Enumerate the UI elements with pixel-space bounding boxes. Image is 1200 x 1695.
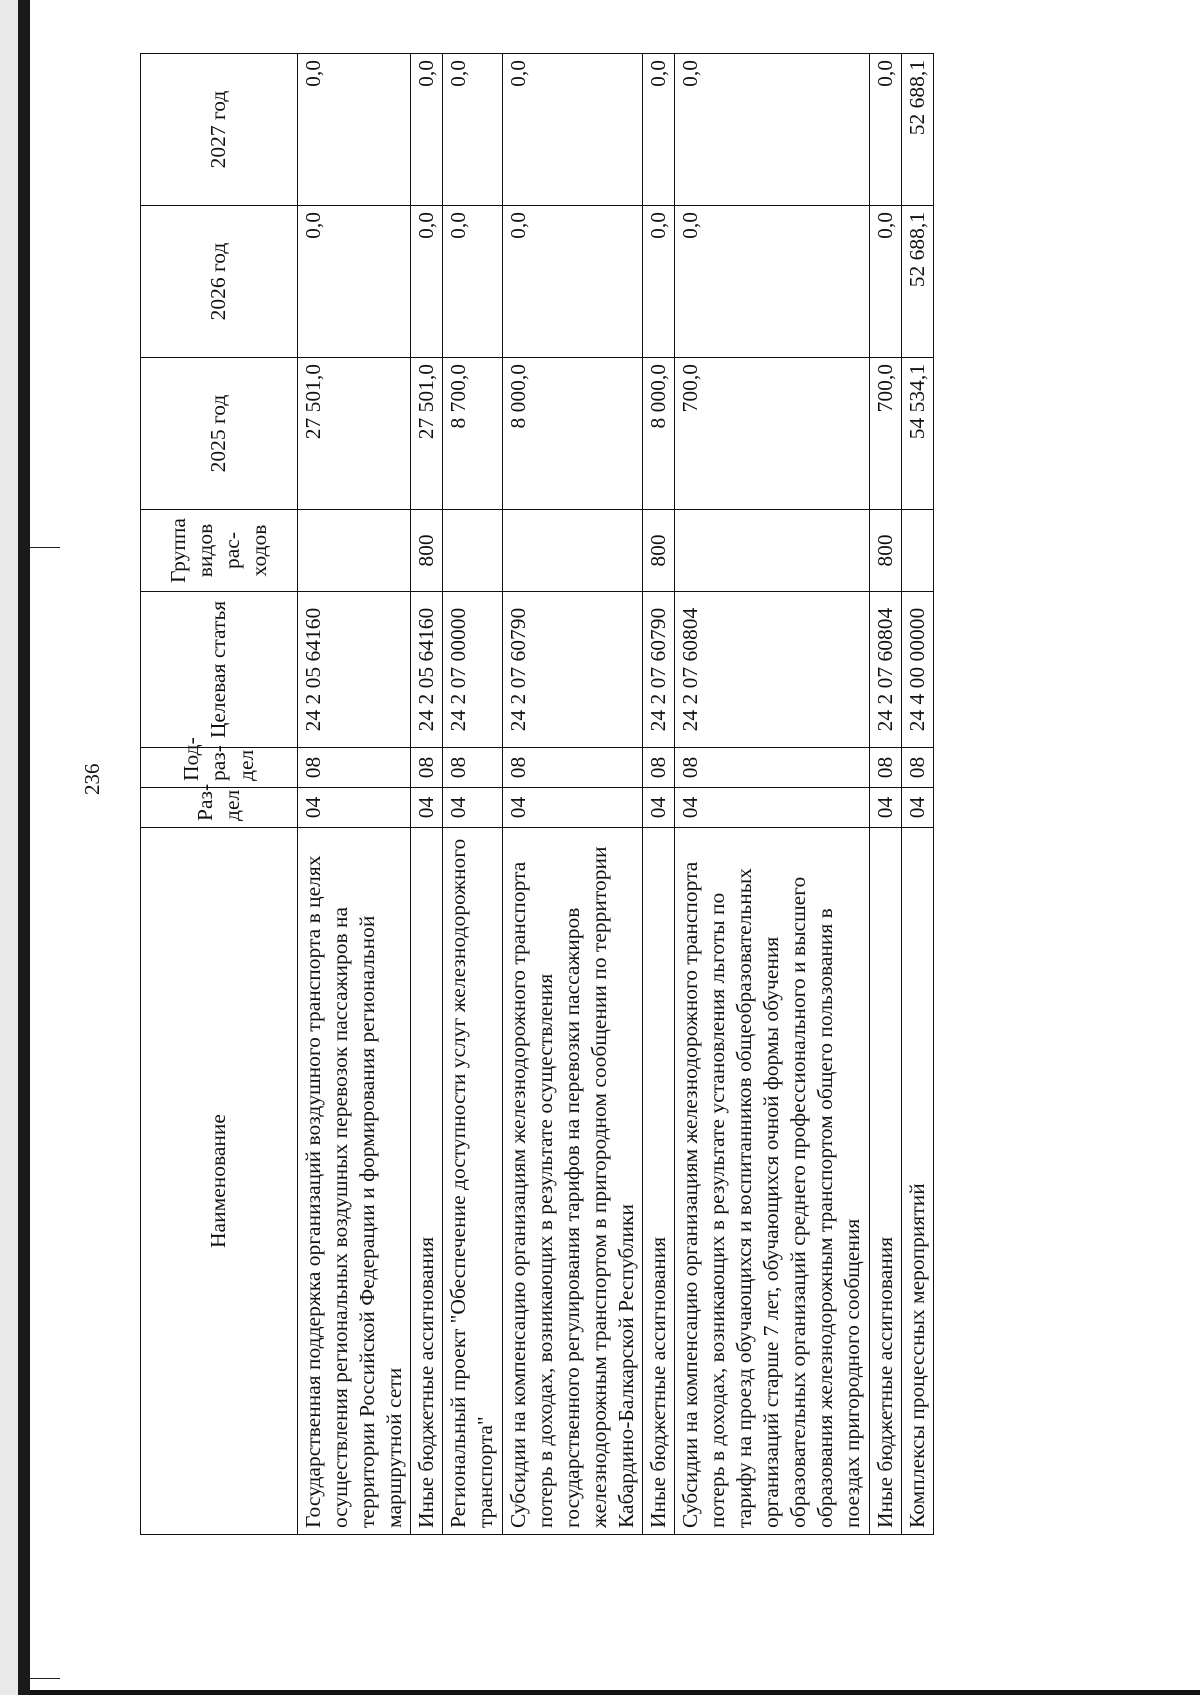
crop-mark [28, 547, 60, 548]
cell-article: 24 2 07 60804 [869, 592, 901, 748]
cell-2026: 0,0 [443, 206, 502, 358]
budget-table [140, 53, 934, 1535]
cell-2025: 700,0 [869, 358, 901, 510]
header-name: Наименование [141, 828, 298, 1535]
cell-2027: 0,0 [642, 54, 674, 206]
cell-article: 24 2 05 64160 [298, 592, 411, 748]
header-expense-group: Группа видов рас-ходов [141, 510, 298, 592]
cell-2025: 27 501,0 [298, 358, 411, 510]
table-row [502, 54, 642, 1535]
cell-name: Государственная поддержка организаций воздушного транспорта в целях осуществления региональных воздушных перевозок пассажиров на территории Российской Федерации и формирования региональной маршрутной сети [298, 828, 411, 1535]
table-row [642, 54, 674, 1535]
cell-2025: 700,0 [675, 358, 870, 510]
cell-2027: 0,0 [298, 54, 411, 206]
cell-subsection: 08 [869, 748, 901, 788]
cell-2026: 0,0 [642, 206, 674, 358]
cell-2026: 0,0 [869, 206, 901, 358]
page-number: 236 [80, 763, 104, 795]
cell-2026: 0,0 [411, 206, 443, 358]
cell-article: 24 2 07 00000 [443, 592, 502, 748]
cell-subsection: 08 [642, 748, 674, 788]
table-row [411, 54, 443, 1535]
cell-2026: 0,0 [502, 206, 642, 358]
cell-name: Региональный проект "Обеспечение доступности услуг железнодорожного транспорта" [443, 828, 502, 1535]
cell-article: 24 2 07 60804 [675, 592, 870, 748]
cell-2027: 0,0 [675, 54, 870, 206]
cell-2025: 8 000,0 [502, 358, 642, 510]
cell-subsection: 08 [443, 748, 502, 788]
cell-section: 04 [443, 788, 502, 828]
cell-group: 800 [869, 510, 901, 592]
cell-2027: 0,0 [869, 54, 901, 206]
cell-article: 24 2 07 60790 [502, 592, 642, 748]
cell-subsection: 08 [502, 748, 642, 788]
cell-name: Субсидии на компенсацию организациям железнодорожного транспорта потерь в доходах, возникающих в результате осуществления государственного регулирования тарифов на перевозки пассажиров железнодорожным транспортом в пригородном сообщении по территории Кабардино-Балкарской Республики [502, 828, 642, 1535]
cell-section: 04 [411, 788, 443, 828]
cell-name: Иные бюджетные ассигнования [411, 828, 443, 1535]
cell-name: Комплексы процессных мероприятий [901, 828, 933, 1535]
cell-group [901, 510, 933, 592]
cell-section: 04 [502, 788, 642, 828]
cell-subsection: 08 [411, 748, 443, 788]
cell-2027: 0,0 [502, 54, 642, 206]
cell-2025: 54 534,1 [901, 358, 933, 510]
cell-section: 04 [642, 788, 674, 828]
cell-article: 24 2 07 60790 [642, 592, 674, 748]
cell-2025: 8 000,0 [642, 358, 674, 510]
table-header-row [141, 54, 298, 1535]
table-row [443, 54, 502, 1535]
cell-group: 800 [642, 510, 674, 592]
cell-2027: 52 688,1 [901, 54, 933, 206]
rotated-table-container [140, 54, 1070, 1535]
cell-2025: 8 700,0 [443, 358, 502, 510]
header-section: Раз-дел [141, 788, 298, 828]
cell-group [502, 510, 642, 592]
cell-name: Иные бюджетные ассигнования [869, 828, 901, 1535]
header-year-2026: 2026 год [141, 206, 298, 358]
cell-2027: 0,0 [411, 54, 443, 206]
cell-subsection: 08 [901, 748, 933, 788]
header-year-2027: 2027 год [141, 54, 298, 206]
cell-section: 04 [675, 788, 870, 828]
cell-name: Субсидии на компенсацию организациям железнодорожного транспорта потерь в доходах, возникающих в результате установления льготы по тарифу на проезд обучающихся и воспитанников общеобразовательных организаций старше 7 лет, обучающихся очной формы обучения образовательных организаций среднего профессионального и высшего образования железнодорожным транспортом общего пользования в поездах пригородного сообщения [675, 828, 870, 1535]
table-row [869, 54, 901, 1535]
cell-subsection: 08 [675, 748, 870, 788]
cell-2026: 0,0 [675, 206, 870, 358]
cell-group [298, 510, 411, 592]
cell-section: 04 [298, 788, 411, 828]
table-row [298, 54, 411, 1535]
cell-group [443, 510, 502, 592]
cell-article: 24 4 00 00000 [901, 592, 933, 748]
crop-mark [28, 1678, 60, 1679]
header-target-article: Целевая статья [141, 592, 298, 748]
header-year-2025: 2025 год [141, 358, 298, 510]
cell-section: 04 [869, 788, 901, 828]
cell-2025: 27 501,0 [411, 358, 443, 510]
scan-bottom-edge [30, 1690, 1200, 1695]
cell-group [675, 510, 870, 592]
table-row [901, 54, 933, 1535]
cell-group: 800 [411, 510, 443, 592]
scan-left-edge [0, 0, 30, 1695]
cell-name: Иные бюджетные ассигнования [642, 828, 674, 1535]
table-row [675, 54, 870, 1535]
cell-subsection: 08 [298, 748, 411, 788]
cell-2026: 0,0 [298, 206, 411, 358]
header-subsection: Под-раз-дел [141, 748, 298, 788]
cell-section: 04 [901, 788, 933, 828]
cell-2026: 52 688,1 [901, 206, 933, 358]
cell-article: 24 2 05 64160 [411, 592, 443, 748]
cell-2027: 0,0 [443, 54, 502, 206]
